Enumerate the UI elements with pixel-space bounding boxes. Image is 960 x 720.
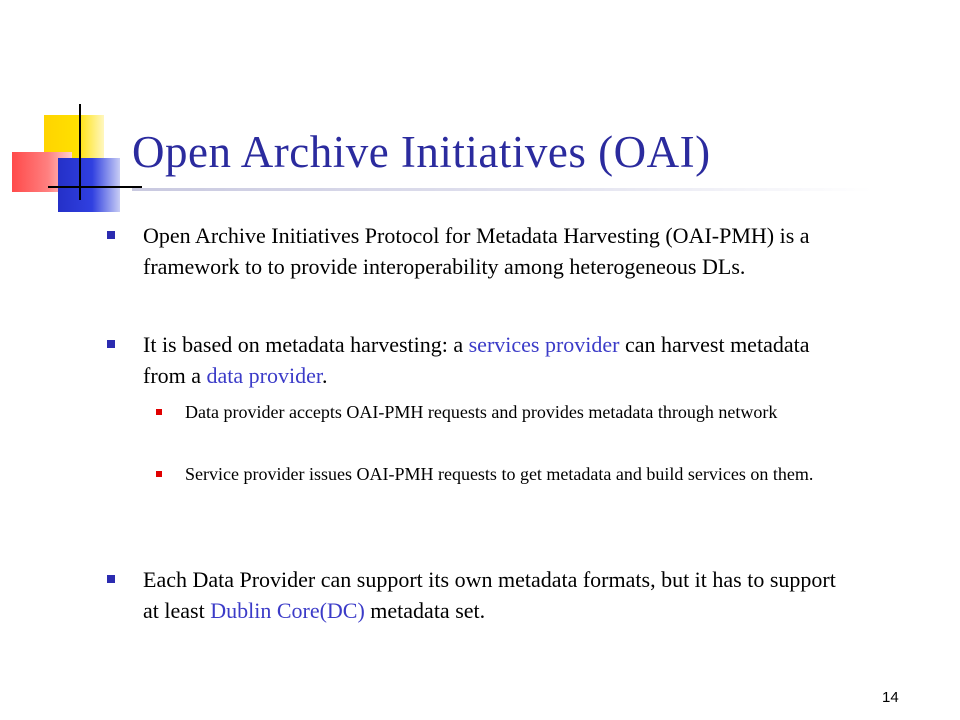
bullet-item-3: [143, 564, 843, 626]
data-provider-term: data provider: [206, 363, 322, 388]
slide-title: Open Archive Initiatives (OAI): [132, 127, 711, 177]
services-provider-term: services provider: [468, 332, 620, 357]
bullet-item-2: [143, 329, 843, 391]
bullet-marker: [107, 340, 115, 348]
bullet-text-part: .: [322, 363, 328, 388]
bullet-marker: [107, 231, 115, 239]
sub-bullet-item-1: [185, 399, 875, 426]
bullet-item-1: [143, 220, 843, 282]
decorative-logo: [0, 0, 140, 230]
bullet-text-part: metadata set.: [364, 598, 486, 623]
title-underline: [132, 188, 872, 191]
sub-bullet-item-2: [185, 461, 875, 488]
bullet-text-part: Each Data Provider can support its own metadata formats, but it has to support at least: [143, 567, 836, 623]
sub-bullet-text: Service provider issues OAI-PMH requests to get metadata and build services on them.: [185, 464, 814, 484]
bullet-marker: [107, 575, 115, 583]
sub-bullet-text: Data provider accepts OAI-PMH requests and provides metadata through network: [185, 402, 778, 422]
sub-bullet-marker: [156, 471, 162, 477]
dublin-core-term: Dublin Core(DC): [210, 598, 365, 623]
bullet-text: Open Archive Initiatives Protocol for Metadata Harvesting (OAI-PMH) is a framework to to provide interoperability among heterogeneous DLs.: [143, 223, 810, 279]
bullet-text-part: can harvest metadata from a: [143, 332, 810, 388]
sub-bullet-marker: [156, 409, 162, 415]
page-number: 14: [882, 689, 899, 706]
logo-blue-square: [58, 158, 120, 212]
logo-horizontal-line: [48, 186, 142, 188]
bullet-text-part: It is based on metadata harvesting: a: [143, 332, 469, 357]
